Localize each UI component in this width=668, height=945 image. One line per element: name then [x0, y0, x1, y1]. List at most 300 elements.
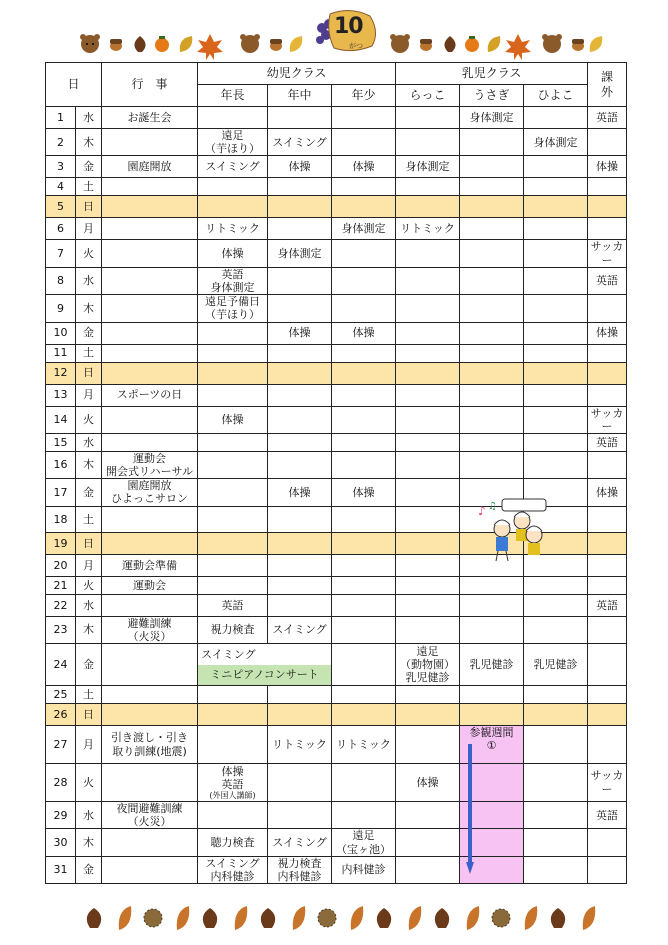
chestnut-icon [261, 908, 275, 928]
class-cell: 体操 [268, 479, 332, 506]
event-cell: 運動会準備 [102, 554, 198, 576]
class-cell [198, 686, 268, 704]
weekday: 日 [76, 196, 102, 218]
class-cell [332, 406, 396, 433]
table-row [46, 764, 627, 802]
weekday: 火 [76, 406, 102, 433]
class-cell [524, 384, 588, 406]
chestnut-icon [444, 36, 455, 52]
autumn-decoration-bottom [80, 898, 600, 936]
class-cell [198, 344, 268, 362]
class-cell [524, 433, 588, 451]
class-cell [332, 554, 396, 576]
class-cell: 内科健診 [332, 856, 396, 883]
day-number: 16 [46, 451, 76, 478]
class-cell [332, 107, 396, 129]
class-cell: リトミック [268, 726, 332, 764]
class-cell [198, 644, 332, 686]
class-cell: スイミング 内科健診 [198, 856, 268, 883]
day-number: 11 [46, 344, 76, 362]
class-cell: 体操 [332, 479, 396, 506]
extracurricular-cell [588, 686, 627, 704]
table-row [46, 107, 627, 129]
class-cell: リトミック [332, 726, 396, 764]
class-cell [396, 406, 460, 433]
children-illustration [476, 495, 548, 565]
class-cell: スイミング [268, 616, 332, 643]
class-cell: 体操 [268, 156, 332, 178]
event-cell [102, 344, 198, 362]
event-cell [102, 644, 198, 686]
extracurricular-cell [588, 726, 627, 764]
weekday: 月 [76, 554, 102, 576]
event-cell [102, 295, 198, 322]
acorn-icon [270, 39, 282, 51]
class-cell: 視力検査 [198, 616, 268, 643]
extracurricular-cell: 体操 [588, 479, 627, 506]
class-cell: 体操 [332, 322, 396, 344]
weekday: 木 [76, 129, 102, 156]
chestnut-burr-icon [144, 909, 162, 927]
class-cell [332, 686, 396, 704]
extracurricular-cell: 英語 [588, 802, 627, 829]
table-row [46, 384, 627, 406]
class-cell [396, 506, 460, 532]
extracurricular-cell [588, 576, 627, 594]
class-cell [332, 704, 396, 726]
month-badge [314, 8, 382, 54]
class-cell [396, 267, 460, 294]
month-number: 10 [334, 14, 363, 39]
class-cell [396, 802, 460, 829]
class-cell [396, 704, 460, 726]
class-cell [524, 726, 588, 764]
weekday: 火 [76, 240, 102, 267]
weekday: 金 [76, 479, 102, 506]
class-cell [332, 178, 396, 196]
class-cell [460, 704, 524, 726]
bear-icon [542, 34, 562, 53]
class-cell: スイミング [268, 829, 332, 856]
extracurricular-cell: 体操 [588, 322, 627, 344]
day-number: 25 [46, 686, 76, 704]
class-cell: 身体測定 [460, 107, 524, 129]
table-row [46, 686, 627, 704]
event-cell [102, 267, 198, 294]
extracurricular-cell [588, 451, 627, 478]
table-row [46, 129, 627, 156]
day-number: 28 [46, 764, 76, 802]
class-cell [268, 107, 332, 129]
class-cell [460, 433, 524, 451]
class-cell [198, 178, 268, 196]
table-row [46, 451, 627, 478]
day-number: 8 [46, 267, 76, 294]
weekday: 月 [76, 384, 102, 406]
table-row [46, 267, 627, 294]
class-cell [396, 344, 460, 362]
leaf-icon [525, 906, 538, 930]
day-number: 15 [46, 433, 76, 451]
class-cell: 乳児健診 [460, 644, 524, 686]
header-events: 行 事 [102, 63, 198, 107]
header-class-nensho: 年少 [332, 85, 396, 107]
class-cell [524, 267, 588, 294]
day-number: 24 [46, 644, 76, 686]
class-cell-text: 英語 [221, 777, 244, 791]
class-cell: スイミング [268, 129, 332, 156]
event-cell: 園庭開放 ひよっこサロン [102, 479, 198, 506]
event-cell: 引き渡し・引き 取り訓練(地震) [102, 726, 198, 764]
class-cell [198, 532, 268, 554]
extracurricular-cell: サッカー [588, 406, 627, 433]
class-cell [198, 322, 268, 344]
event-cell: お誕生会 [102, 107, 198, 129]
class-cell: 遠足予備日 （芋ほり） [198, 295, 268, 322]
class-cell [268, 384, 332, 406]
weekday: 火 [76, 576, 102, 594]
header-class-usagi: うさぎ [460, 85, 524, 107]
class-cell [332, 240, 396, 267]
class-cell [198, 802, 268, 829]
table-row [46, 322, 627, 344]
header-kindergarten-classes: 幼児クラス [198, 63, 396, 85]
event-cell [102, 829, 198, 856]
extracurricular-cell [588, 218, 627, 240]
chestnut-icon [551, 908, 565, 928]
event-cell [102, 240, 198, 267]
class-cell [332, 802, 396, 829]
class-cell [524, 344, 588, 362]
class-cell [332, 344, 396, 362]
weekday: 木 [76, 451, 102, 478]
class-cell [198, 726, 268, 764]
class-cell [332, 129, 396, 156]
day-number: 23 [46, 616, 76, 643]
class-cell [332, 451, 396, 478]
chestnut-burr-icon [318, 909, 336, 927]
class-cell-text: 体操 [221, 764, 244, 778]
class-cell: 視力検査 内科健診 [268, 856, 332, 883]
class-cell [198, 479, 268, 506]
event-cell [102, 764, 198, 802]
class-cell [524, 704, 588, 726]
day-number: 30 [46, 829, 76, 856]
class-cell [460, 362, 524, 384]
acorn-icon [420, 39, 432, 51]
leaf-icon [583, 906, 596, 930]
class-cell [332, 362, 396, 384]
class-cell [268, 433, 332, 451]
table-row [46, 802, 627, 829]
day-number: 1 [46, 107, 76, 129]
class-cell [524, 295, 588, 322]
class-cell [268, 218, 332, 240]
class-cell [396, 726, 460, 764]
class-cell [524, 764, 588, 802]
persimmon-icon [155, 36, 169, 52]
event-cell [102, 362, 198, 384]
day-number: 6 [46, 218, 76, 240]
class-cell [332, 764, 396, 802]
extracurricular-cell [588, 856, 627, 883]
class-cell [460, 295, 524, 322]
weekday: 火 [76, 764, 102, 802]
class-cell [460, 594, 524, 616]
event-cell: 運動会 開会式リハーサル [102, 451, 198, 478]
class-cell [268, 594, 332, 616]
class-cell [198, 764, 268, 802]
extracurricular-cell [588, 616, 627, 643]
event-cell [102, 594, 198, 616]
weekday: 水 [76, 802, 102, 829]
class-cell [396, 532, 460, 554]
class-cell [460, 616, 524, 643]
class-cell [396, 451, 460, 478]
event-cell [102, 686, 198, 704]
class-cell [460, 384, 524, 406]
class-cell: 遠足 （宝ヶ池） [332, 829, 396, 856]
weekday: 土 [76, 344, 102, 362]
class-cell [396, 240, 460, 267]
class-cell [396, 433, 460, 451]
extracurricular-cell [588, 384, 627, 406]
class-cell [332, 433, 396, 451]
event-cell: 園庭開放 [102, 156, 198, 178]
extracurricular-cell [588, 178, 627, 196]
class-cell [524, 196, 588, 218]
concert-banner: ミニピアノコンサート [198, 665, 331, 685]
class-cell [396, 554, 460, 576]
bear-icon [240, 34, 260, 53]
day-number: 17 [46, 479, 76, 506]
class-cell [524, 829, 588, 856]
class-cell-text: スイミング [201, 647, 256, 661]
extracurricular-cell [588, 295, 627, 322]
bear-icon [390, 34, 410, 53]
chestnut-burr-icon [492, 909, 510, 927]
class-cell [524, 240, 588, 267]
svg-text:♪: ♪ [478, 504, 486, 518]
extracurricular-cell [588, 554, 627, 576]
class-cell [460, 344, 524, 362]
class-cell [396, 686, 460, 704]
weekday: 土 [76, 506, 102, 532]
class-cell: 英語 身体測定 [198, 267, 268, 294]
event-cell [102, 322, 198, 344]
class-cell [524, 178, 588, 196]
class-cell [268, 576, 332, 594]
class-cell: 遠足 （動物園） 乳児健診 [396, 644, 460, 686]
class-cell [524, 362, 588, 384]
class-cell [524, 156, 588, 178]
weekday: 月 [76, 218, 102, 240]
extracurricular-cell [588, 829, 627, 856]
class-cell [460, 240, 524, 267]
day-number: 3 [46, 156, 76, 178]
weekday: 金 [76, 322, 102, 344]
class-cell [524, 856, 588, 883]
class-cell [332, 267, 396, 294]
header-infant-classes: 乳児クラス [396, 63, 588, 85]
class-cell [396, 295, 460, 322]
class-cell [524, 576, 588, 594]
month-reading: がつ [349, 42, 363, 50]
extracurricular-cell: サッカー [588, 240, 627, 267]
chestnut-icon [134, 36, 145, 52]
class-cell [396, 829, 460, 856]
table-row [46, 344, 627, 362]
header-class-nenchu: 年中 [268, 85, 332, 107]
class-cell [268, 686, 332, 704]
class-cell [198, 576, 268, 594]
weekday: 木 [76, 616, 102, 643]
class-cell: リトミック [396, 218, 460, 240]
event-cell [102, 506, 198, 532]
table-row [46, 406, 627, 433]
class-cell [396, 129, 460, 156]
class-cell [268, 704, 332, 726]
class-cell [396, 576, 460, 594]
leaf-icon [351, 906, 364, 930]
maple-leaf-icon [505, 34, 531, 60]
class-cell [332, 384, 396, 406]
table-row [46, 616, 627, 643]
day-number: 20 [46, 554, 76, 576]
bear-icon [80, 34, 100, 53]
class-cell [198, 362, 268, 384]
day-number: 10 [46, 322, 76, 344]
class-cell [524, 218, 588, 240]
class-cell [198, 384, 268, 406]
day-number: 26 [46, 704, 76, 726]
extracurricular-cell [588, 704, 627, 726]
class-cell [198, 433, 268, 451]
class-cell [460, 576, 524, 594]
chestnut-icon [203, 908, 217, 928]
class-cell: リトミック [198, 218, 268, 240]
class-cell [332, 576, 396, 594]
class-cell [198, 554, 268, 576]
weekday: 水 [76, 433, 102, 451]
extracurricular-cell [588, 506, 627, 532]
leaf-icon [290, 36, 303, 52]
child-icon [526, 526, 542, 555]
day-number: 21 [46, 576, 76, 594]
class-cell [268, 554, 332, 576]
weekday: 土 [76, 686, 102, 704]
class-cell [524, 107, 588, 129]
table-row [46, 856, 627, 883]
day-number: 27 [46, 726, 76, 764]
class-cell [332, 295, 396, 322]
class-cell [268, 295, 332, 322]
table-row [46, 295, 627, 322]
extracurricular-cell: 英語 [588, 594, 627, 616]
class-cell [524, 322, 588, 344]
class-cell: 聴力検査 [198, 829, 268, 856]
extracurricular-cell [588, 129, 627, 156]
class-cell [460, 129, 524, 156]
class-cell [396, 594, 460, 616]
table-row [46, 726, 627, 764]
class-cell [268, 196, 332, 218]
weekday: 水 [76, 267, 102, 294]
class-cell [396, 479, 460, 506]
day-number: 22 [46, 594, 76, 616]
weekday: 日 [76, 362, 102, 384]
table-row [46, 196, 627, 218]
leaf-icon [590, 36, 603, 52]
chestnut-icon [87, 908, 101, 928]
acorn-icon [572, 39, 584, 51]
day-number: 19 [46, 532, 76, 554]
leaf-icon [409, 906, 422, 930]
table-row [46, 178, 627, 196]
class-cell [396, 178, 460, 196]
class-cell [332, 532, 396, 554]
music-note-icon [478, 501, 497, 518]
header-class-rakko: らっこ [396, 85, 460, 107]
day-number: 12 [46, 362, 76, 384]
weekday: 金 [76, 856, 102, 883]
day-number: 18 [46, 506, 76, 532]
class-cell [198, 107, 268, 129]
event-cell: 運動会 [102, 576, 198, 594]
class-cell [268, 506, 332, 532]
table-row [46, 704, 627, 726]
class-cell [198, 451, 268, 478]
table-row [46, 644, 627, 686]
class-cell [268, 764, 332, 802]
child-icon [494, 520, 510, 561]
class-cell [524, 406, 588, 433]
extracurricular-cell: 英語 [588, 107, 627, 129]
weekday: 金 [76, 644, 102, 686]
class-cell [460, 686, 524, 704]
class-cell [524, 802, 588, 829]
event-cell [102, 704, 198, 726]
class-cell [268, 532, 332, 554]
table-row [46, 829, 627, 856]
class-cell [268, 267, 332, 294]
class-cell [198, 506, 268, 532]
day-number: 9 [46, 295, 76, 322]
class-cell [460, 451, 524, 478]
class-cell: 身体測定 [396, 156, 460, 178]
event-cell: スポーツの日 [102, 384, 198, 406]
extracurricular-cell [588, 532, 627, 554]
event-cell [102, 532, 198, 554]
class-cell [396, 322, 460, 344]
maple-leaf-icon [197, 34, 223, 60]
class-cell [460, 218, 524, 240]
class-cell: 体操 [268, 322, 332, 344]
class-cell [268, 406, 332, 433]
weekday: 金 [76, 156, 102, 178]
chestnut-icon [377, 908, 391, 928]
table-row [46, 240, 627, 267]
class-cell: 身体測定 [268, 240, 332, 267]
extracurricular-cell [588, 644, 627, 686]
day-number: 2 [46, 129, 76, 156]
class-cell [460, 196, 524, 218]
class-cell [268, 178, 332, 196]
class-cell: 体操 [396, 764, 460, 802]
class-cell-text: (外国人講師) [209, 790, 256, 800]
class-cell [524, 686, 588, 704]
class-cell [460, 267, 524, 294]
